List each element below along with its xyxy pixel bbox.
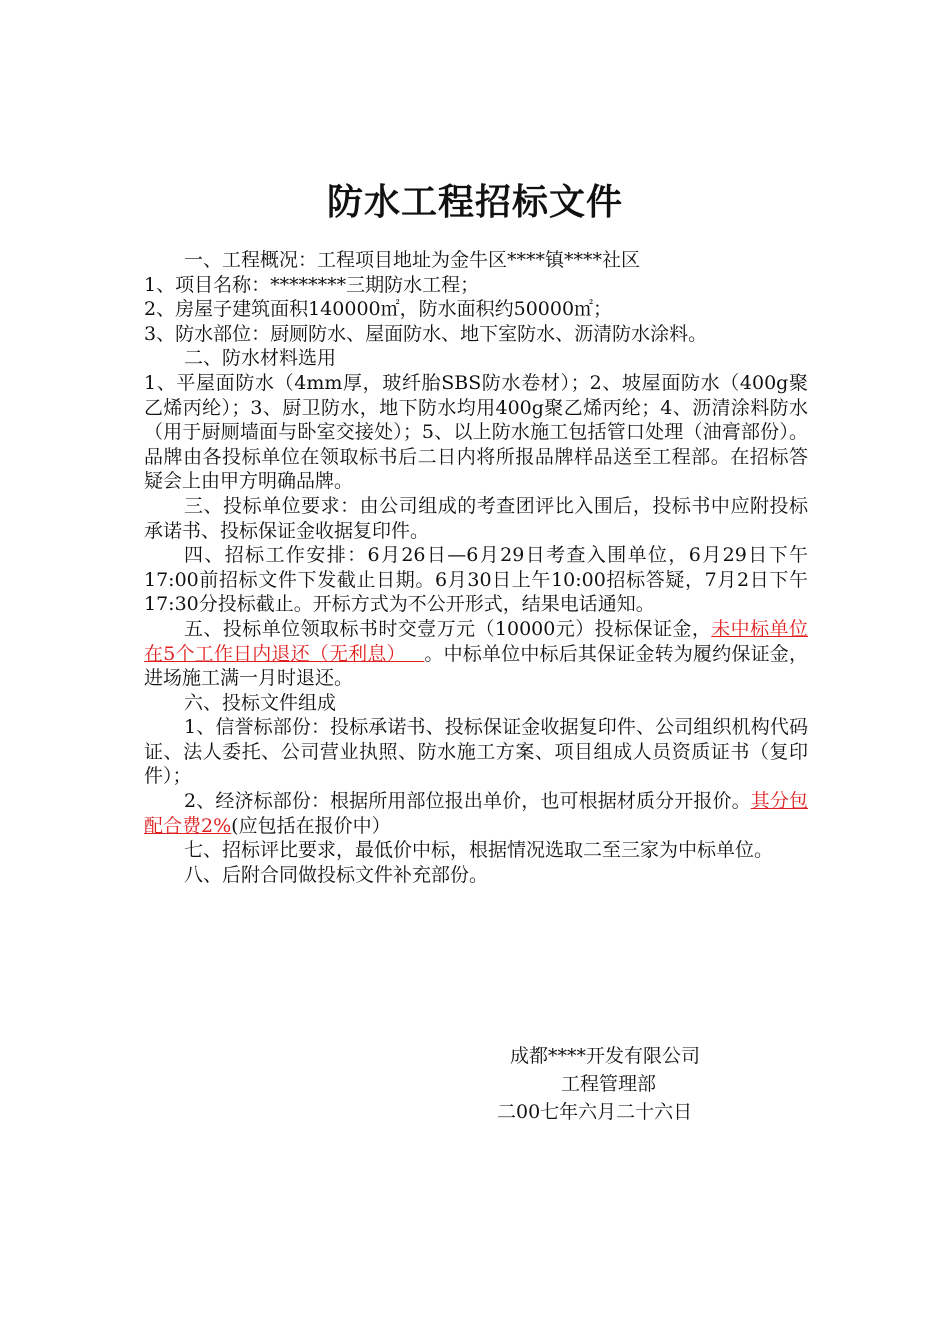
section-5-deposit xyxy=(144,617,808,691)
document-body xyxy=(144,248,808,887)
section-3-bidder-requirements: 三、投标单位要求：由公司组成的考查团评比入围后，投标书中应附投标承诺书、投标保证金收据复印件。 xyxy=(144,494,808,542)
subcontract-fee-highlight: 其分包配合费2% xyxy=(144,790,808,837)
section-1-overview: 一、工程概况：工程项目地址为金牛区****镇****社区 xyxy=(184,249,641,271)
section-4-schedule: 四、招标工作安排：6月26日—6月29日考查入围单位，6月29日下午17:00前招标文件下发截止日期。6月30日上午10:00招标答疑，7月2日下午17:30分投标截止。开标方式为不公开形式，结果电话通知。 xyxy=(144,544,808,616)
section-6-bid-documents-heading: 六、投标文件组成 xyxy=(184,691,337,714)
deposit-text-start: 五、投标单位领取标书时交壹万元（10000元）投标保证金， xyxy=(184,617,712,640)
signature-date: 二00七年六月二十六日 xyxy=(497,1101,693,1123)
economic-bid-text-start: 2、经济标部份：根据所用部位报出单价，也可根据材质分开报价。 xyxy=(184,790,751,813)
waterproof-parts-line: 3、防水部位：厨厕防水、屋面防水、地下室防水、沥清防水涂料。 xyxy=(144,322,708,345)
economic-bid-paragraph xyxy=(144,789,808,838)
economic-bid-text-end: (应包括在报价中） xyxy=(231,814,391,837)
signature-company: 成都****开发有限公司 xyxy=(510,1045,701,1067)
section-2-materials-heading: 二、防水材料选用 xyxy=(184,347,337,370)
credibility-bid-paragraph: 1、信誉标部份：投标承诺书、投标保证金收据复印件、公司组织机构代码证、法人委托、公司营业执照、防水施工方案、项目组成人员资质证书（复印件）； xyxy=(144,716,808,788)
signature-department: 工程管理部 xyxy=(561,1073,657,1095)
section-7-evaluation: 七、招标评比要求，最低价中标，根据情况选取二至三家为中标单位。 xyxy=(184,839,774,862)
materials-paragraph: 1、平屋面防水（4mm厚，玻纤胎SBS防水卷材）；2、坡屋面防水（400g聚乙烯丙纶）；3、厨卫防水，地下防水均用400g聚乙烯丙纶；4、沥清涂料防水（用于厨厕墙面与卧室交接处）；5、以上防水施工包括管口处理（油膏部份）。品牌由各投标单位在领取标书后二日内将所报品牌样品送至工程部。在招标答疑会上由甲方明确品牌。 xyxy=(144,371,808,493)
deposit-refund-highlight: 未中标单位在5个工作日内退还（无利息） xyxy=(144,617,808,665)
deposit-highlight-underline-gap xyxy=(406,643,425,665)
deposit-text-end: 。中标单位中标后其保证金转为履约保证金，进场施工满一月时退还。 xyxy=(144,642,808,690)
building-area-line: 2、房屋子建筑面积140000㎡，防水面积约50000㎡； xyxy=(144,298,613,321)
project-name-line: 1、项目名称：********三期防水工程； xyxy=(144,273,480,296)
section-8-appendix: 八、后附合同做投标文件补充部份。 xyxy=(184,863,489,886)
document-title: 防水工程招标文件 xyxy=(326,181,623,223)
